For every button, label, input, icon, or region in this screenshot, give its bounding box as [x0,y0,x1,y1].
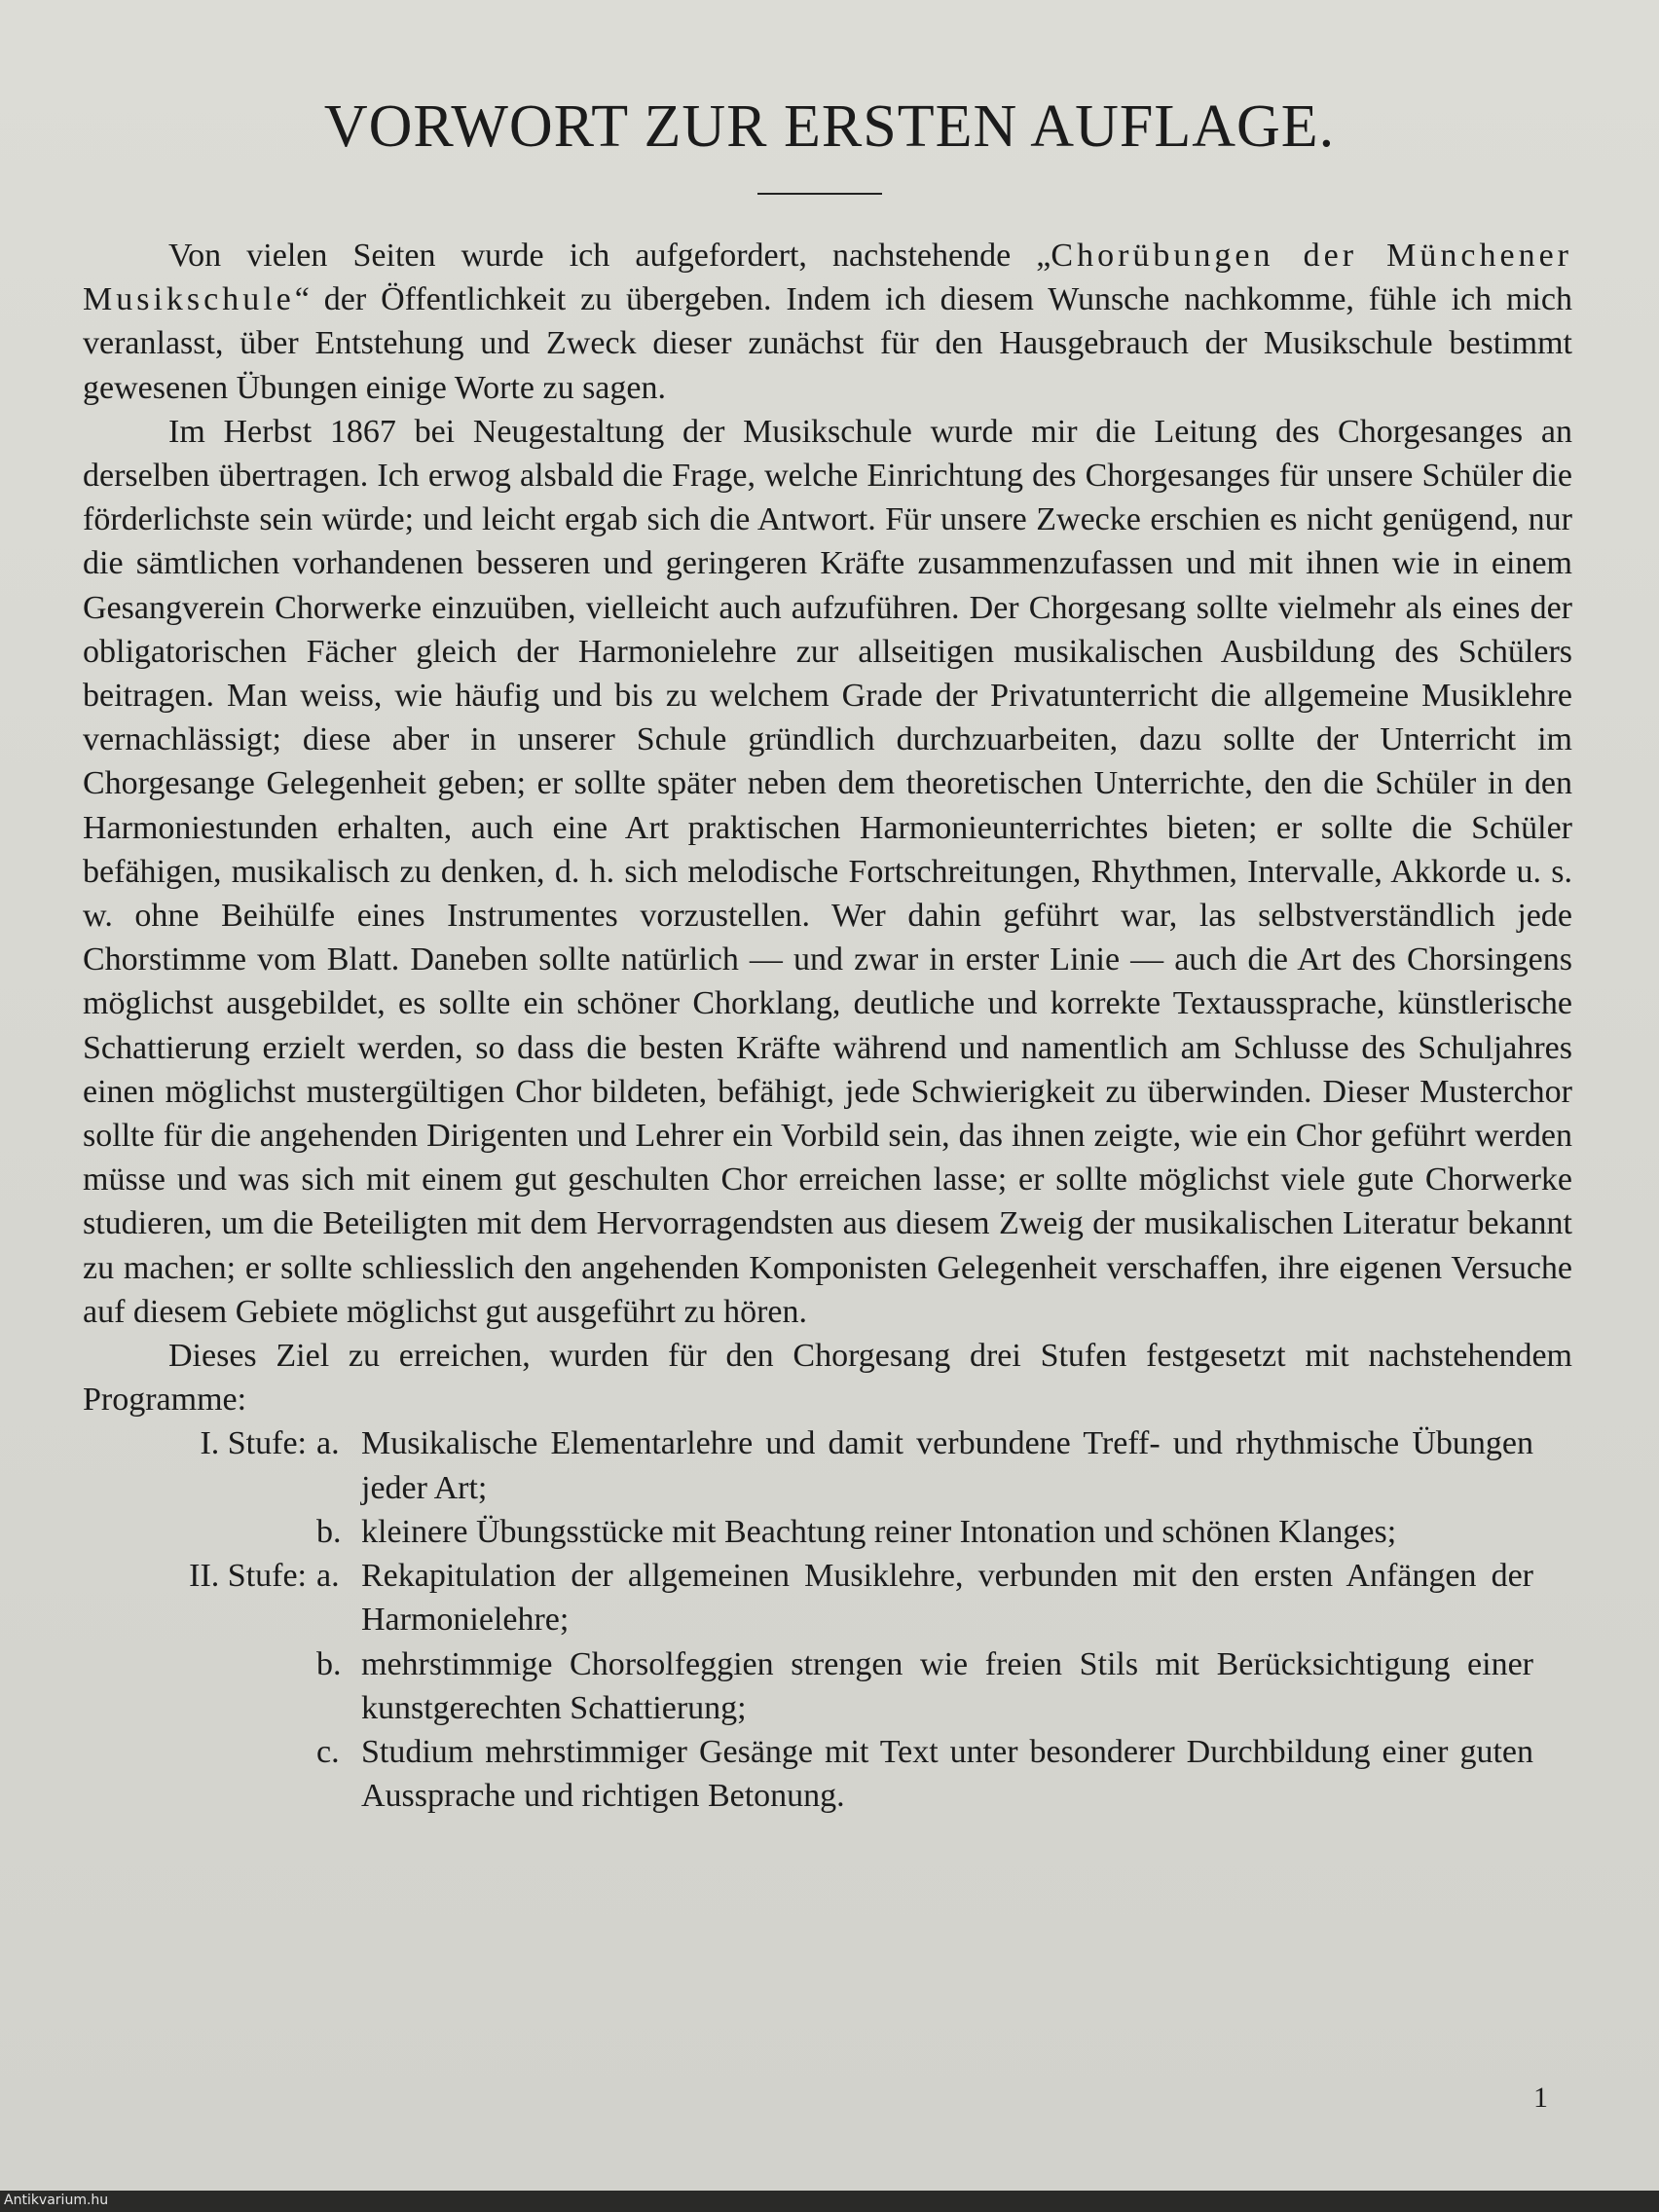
list-item [83,1554,1572,1641]
list-item [83,1730,1572,1818]
list-item [83,1421,1572,1509]
work-title: Chorübungen der Münchener Musikschule [83,238,1572,318]
paragraph-1-start: Von vielen Seiten wurde ich aufgefordert, nachstehende „ [168,238,1051,274]
stage-1-label: I. Stufe: [200,1425,307,1462]
paragraph-2: Im Herbst 1867 bei Neugestaltung der Musikschule wurde mir die Leitung des Chorgesanges an derselben übertragen. Ich erwog alsbald die Frage, welche Einrichtung des Chorgesanges für unsere Schüler die förderlichste sein würde; und leicht ergab sich die Antwort. Für unsere Zwecke erschien es nicht genügend, nur die sämtlichen vorhandenen besseren und geringeren Kräfte zusammenzufassen und mit ihnen wie in einem Gesangverein Chorwerke einzuüben, vielleicht auch aufzuführen. Der Chorgesang sollte vielmehr als eines der obligatorischen Fächer gleich der Harmonielehre zur allseitigen musikalischen Ausbildung des Schülers beitragen. Man weiss, wie häufig und bis zu welchem Grade der Privatunterricht die allgemeine Musiklehre vernachlässigt; diese aber in unserer Schule gründlich durchzuarbeiten, dazu sollte der Unterricht im Chorgesange Gelegenheit geben; er sollte später neben dem theoretischen Unterrichte, den die Schüler in den Harmoniestunden erhalten, auch eine Art praktischen Harmonieunterrichtes bieten; er sollte die Schüler befähigen, musikalisch zu denken, d. h. sich melodische Fortschreitungen, Rhythmen, Intervalle, Akkorde u. s. w. ohne Beihülfe eines Instrumentes vorzustellen. Wer dahin geführt war, las selbstverständlich jede Chorstimme vom Blatt. Daneben sollte natürlich — und zwar in erster Linie — auch die Art des Chorsingens möglichst ausgebildet, es sollte ein schöner Chorklang, deutliche und korrekte Textaussprache, künstlerische Schattierung erzielt werden, so dass die besten Kräfte während und namentlich am Schlusse des Schuljahres einen möglichst mustergültigen Chor bildeten, befähigt, jede Schwierigkeit zu überwinden. Dieser Musterchor sollte für die angehenden Dirigenten und Lehrer ein Vorbild sein, das ihnen zeigte, wie ein Chor geführt werden müsse und was sich mit einem gut geschulten Chor erreichen lasse; er sollte möglichst viele gute Chorwerke studieren, um die Beteiligten mit dem Hervorragendsten aus diesem Zweig der musikalischen Literatur bekannt zu machen; er sollte schliesslich den angehenden Komponisten Gelegenheit verschaffen, ihre eigenen Versuche auf diesem Gebiete möglichst gut ausgeführt zu hören. [83,413,1572,1330]
program-list [83,1421,1572,1818]
item-text: mehrstimmige Chorsolfeggien strengen wie freien Stils mit Berücksichtigung einer kunstgerechten Schattierung; [361,1645,1533,1726]
item-text: kleinere Übungsstücke mit Beachtung reiner Intonation und schönen Klanges; [361,1513,1397,1550]
list-item [83,1510,1572,1554]
list-item [83,1642,1572,1730]
item-letter: a. [316,1425,340,1462]
item-letter: b. [316,1645,342,1682]
item-text: Rekapitulation der allgemeinen Musiklehre, verbunden mit den ersten Anfängen der Harmonielehre; [361,1558,1533,1639]
item-letter: c. [316,1733,340,1770]
item-text: Studium mehrstimmiger Gesänge mit Text unter besonderer Durchbildung einer guten Aussprache und richtigen Betonung. [361,1733,1533,1815]
body-text [83,234,1572,1818]
item-text: Musikalische Elementarlehre und damit verbundene Treff- und rhythmische Übungen jeder Art; [361,1425,1533,1506]
item-letter: a. [316,1558,340,1595]
paragraph-1 [83,234,1572,410]
page-number: 1 [1533,2082,1548,2114]
title-rule [757,193,882,195]
page-title: VORWORT ZUR ERSTEN AUFLAGE. [323,93,1336,160]
stage-2-label: II. Stufe: [189,1558,307,1595]
item-letter: b. [316,1513,342,1550]
paragraph-3: Dieses Ziel zu erreichen, wurden für den Chorgesang drei Stufen festgesetzt mit nachstehendem Programme: [83,1338,1572,1419]
watermark: Antikvarium.hu [4,2193,109,2208]
paragraph-1-rest: “ der Öffentlichkeit zu übergeben. Indem ich diesem Wunsche nachkomme, fühle ich mich veranlasst, über Entstehung und Zweck dieser zunächst für den Hausgebrauch der Musikschule bestimmt gewesenen Übungen einige Worte zu sagen. [83,281,1572,406]
